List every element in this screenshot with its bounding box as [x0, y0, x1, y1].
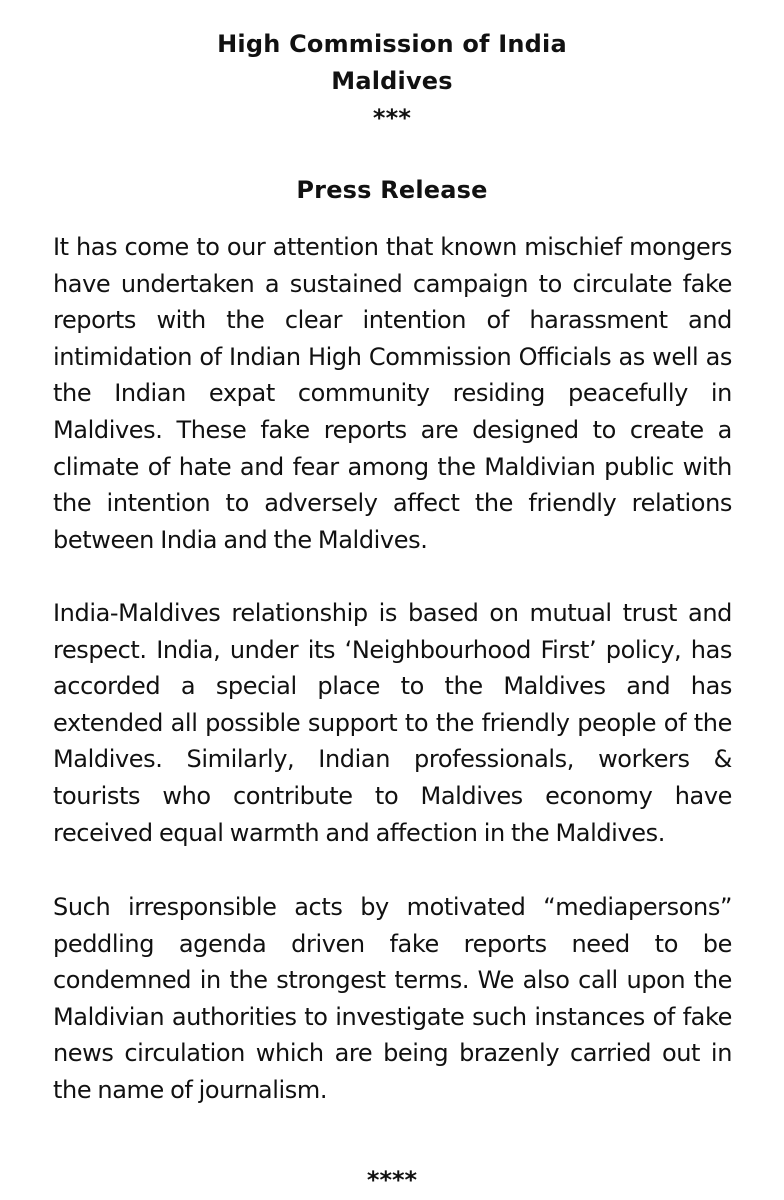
- letterhead: [0, 26, 784, 137]
- organization-location: Maldives: [331, 67, 453, 95]
- header-separator: ***: [372, 104, 412, 132]
- paragraph-1: It has come to our attention that known mischief mongers have undertaken a sustained campaign to circulate fake reports with the clear intention of harassment and intimidation of Indian High Commission Officials as well as the Indian expat community residing peacefully in Maldives. These fake reports are designed to create a climate of hate and fear among the Maldivian public with the intention to adversely affect the friendly relations between India and the Maldives.: [53, 233, 732, 554]
- footer-separator: ****: [366, 1166, 418, 1194]
- paragraph-2: India-Maldives relationship is based on mutual trust and respect. India, under its ‘Neighbourhood First’ policy, has accorded a special place to the Maldives and has extended all possible support to the friendly people of the Maldives. Similarly, Indian professionals, workers & tourists who contribute to Maldives economy have received equal warmth and affection in the Maldives.: [53, 599, 732, 847]
- paragraph-3: Such irresponsible acts by motivated “mediapersons” peddling agenda driven fake reports need to be condemned in the strongest terms. We also call upon the Maldivian authorities to investigate such instances of fake news circulation which are being brazenly carried out in the name of journalism.: [53, 893, 732, 1104]
- organization-name: High Commission of India: [217, 30, 567, 58]
- document-title: Press Release: [296, 176, 488, 204]
